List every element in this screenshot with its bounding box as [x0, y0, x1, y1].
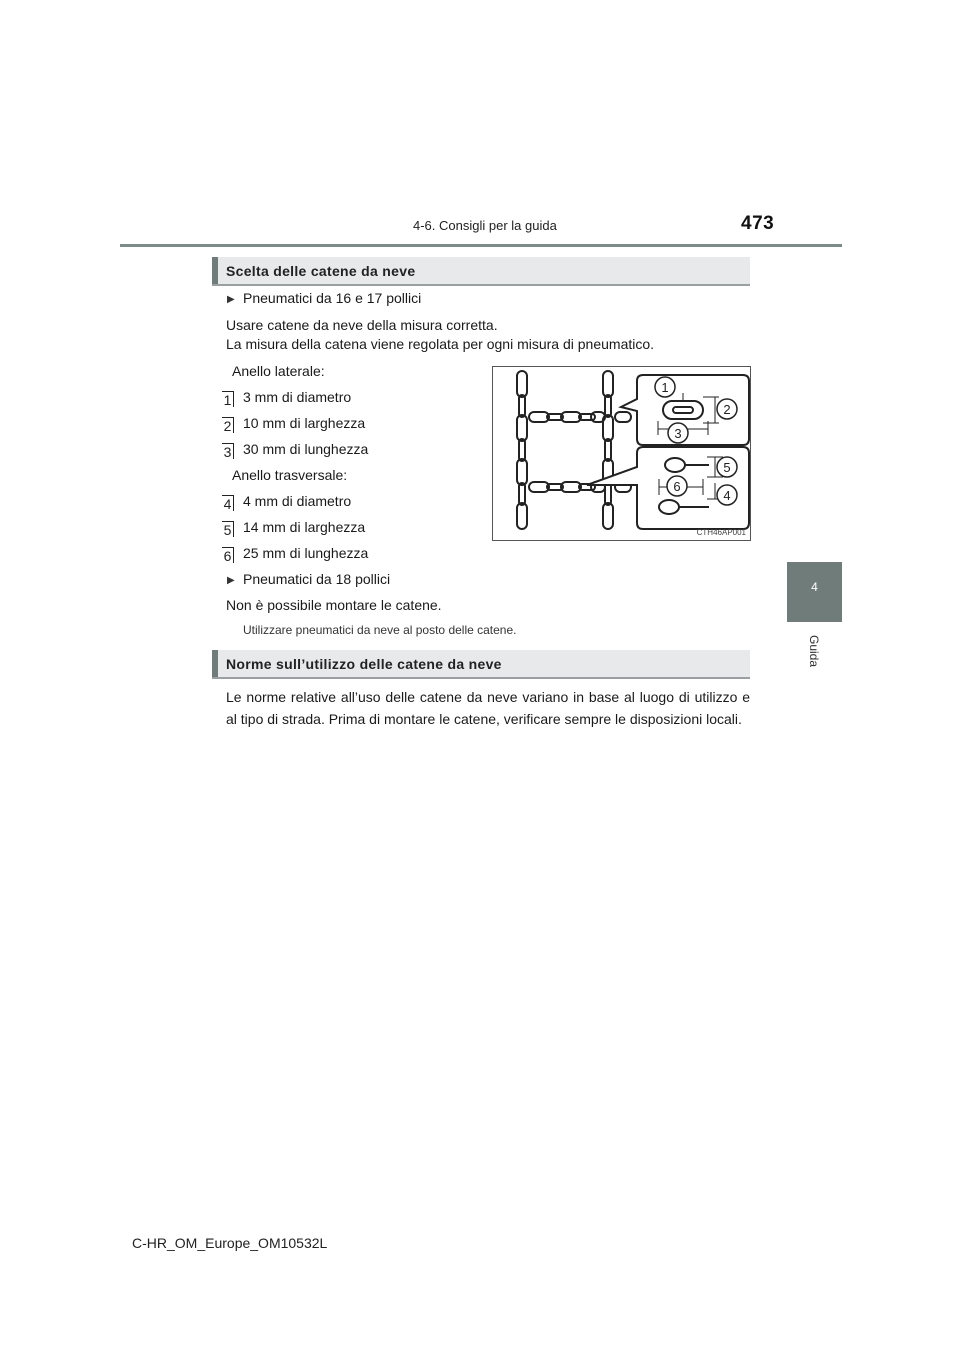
item-number: 1 — [222, 391, 234, 407]
callout-number: 2 — [723, 402, 731, 417]
subheading-16-17: Pneumatici da 16 e 17 pollici — [243, 290, 422, 306]
callout-number: 4 — [723, 488, 731, 503]
chapter-number: 4 — [811, 580, 818, 594]
page-number: 473 — [741, 213, 775, 234]
chapter-label-container — [788, 627, 840, 675]
section-heading-text: Norme sull’utilizzo delle catene da neve — [226, 656, 502, 672]
section-heading-chain-rules — [212, 650, 750, 679]
body-line: Non è possibile montare le catene. — [226, 597, 442, 613]
cross-ring-label: Anello trasversale: — [232, 467, 348, 483]
header-section-title: 4-6. Consigli per la guida — [413, 218, 557, 233]
item-number: 5 — [222, 521, 234, 537]
header-rule — [120, 244, 842, 247]
chapter-label: Guida — [807, 634, 821, 668]
spec-item: 10 mm di larghezza — [243, 415, 366, 431]
section-heading-text: Scelta delle catene da neve — [226, 263, 416, 279]
document-id: C-HR_OM_Europe_OM10532L — [132, 1235, 328, 1251]
chapter-tab — [787, 562, 842, 622]
triangle-bullet-icon: ▶ — [227, 294, 235, 305]
spec-item: 4 mm di diametro — [243, 493, 352, 509]
body-line: Usare catene da neve della misura corretta. — [226, 317, 498, 333]
snow-chain-illustration — [492, 366, 751, 541]
triangle-bullet-icon: ▶ — [227, 575, 235, 586]
callout-number: 5 — [723, 460, 731, 475]
spec-item: 30 mm di lunghezza — [243, 441, 369, 457]
side-ring-label: Anello laterale: — [232, 363, 325, 379]
rules-paragraph: Le norme relative all’uso delle catene da neve variano in base al luogo di utilizzo e al tipo di strada. Prima di montare le catene, verificare sempre le disposizioni locali. — [226, 689, 750, 727]
subheading-18: Pneumatici da 18 pollici — [243, 571, 391, 587]
spec-item: 14 mm di larghezza — [243, 519, 366, 535]
body-line: La misura della catena viene regolata per ogni misura di pneumatico. — [226, 336, 655, 352]
spec-item: 3 mm di diametro — [243, 389, 352, 405]
figure-code: CTH46AP001 — [696, 528, 746, 537]
callout-number: 6 — [673, 479, 681, 494]
note-line: Utilizzare pneumatici da neve al posto delle catene. — [243, 623, 517, 637]
item-number: 2 — [222, 417, 234, 433]
spec-item: 25 mm di lunghezza — [243, 545, 369, 561]
item-number: 4 — [222, 495, 234, 511]
item-number: 3 — [222, 443, 234, 459]
section-heading-snow-chains — [212, 257, 750, 286]
callout-number: 3 — [674, 426, 682, 441]
item-number: 6 — [222, 547, 234, 563]
callout-number: 1 — [661, 380, 669, 395]
chain-diagram-icon — [493, 367, 752, 542]
